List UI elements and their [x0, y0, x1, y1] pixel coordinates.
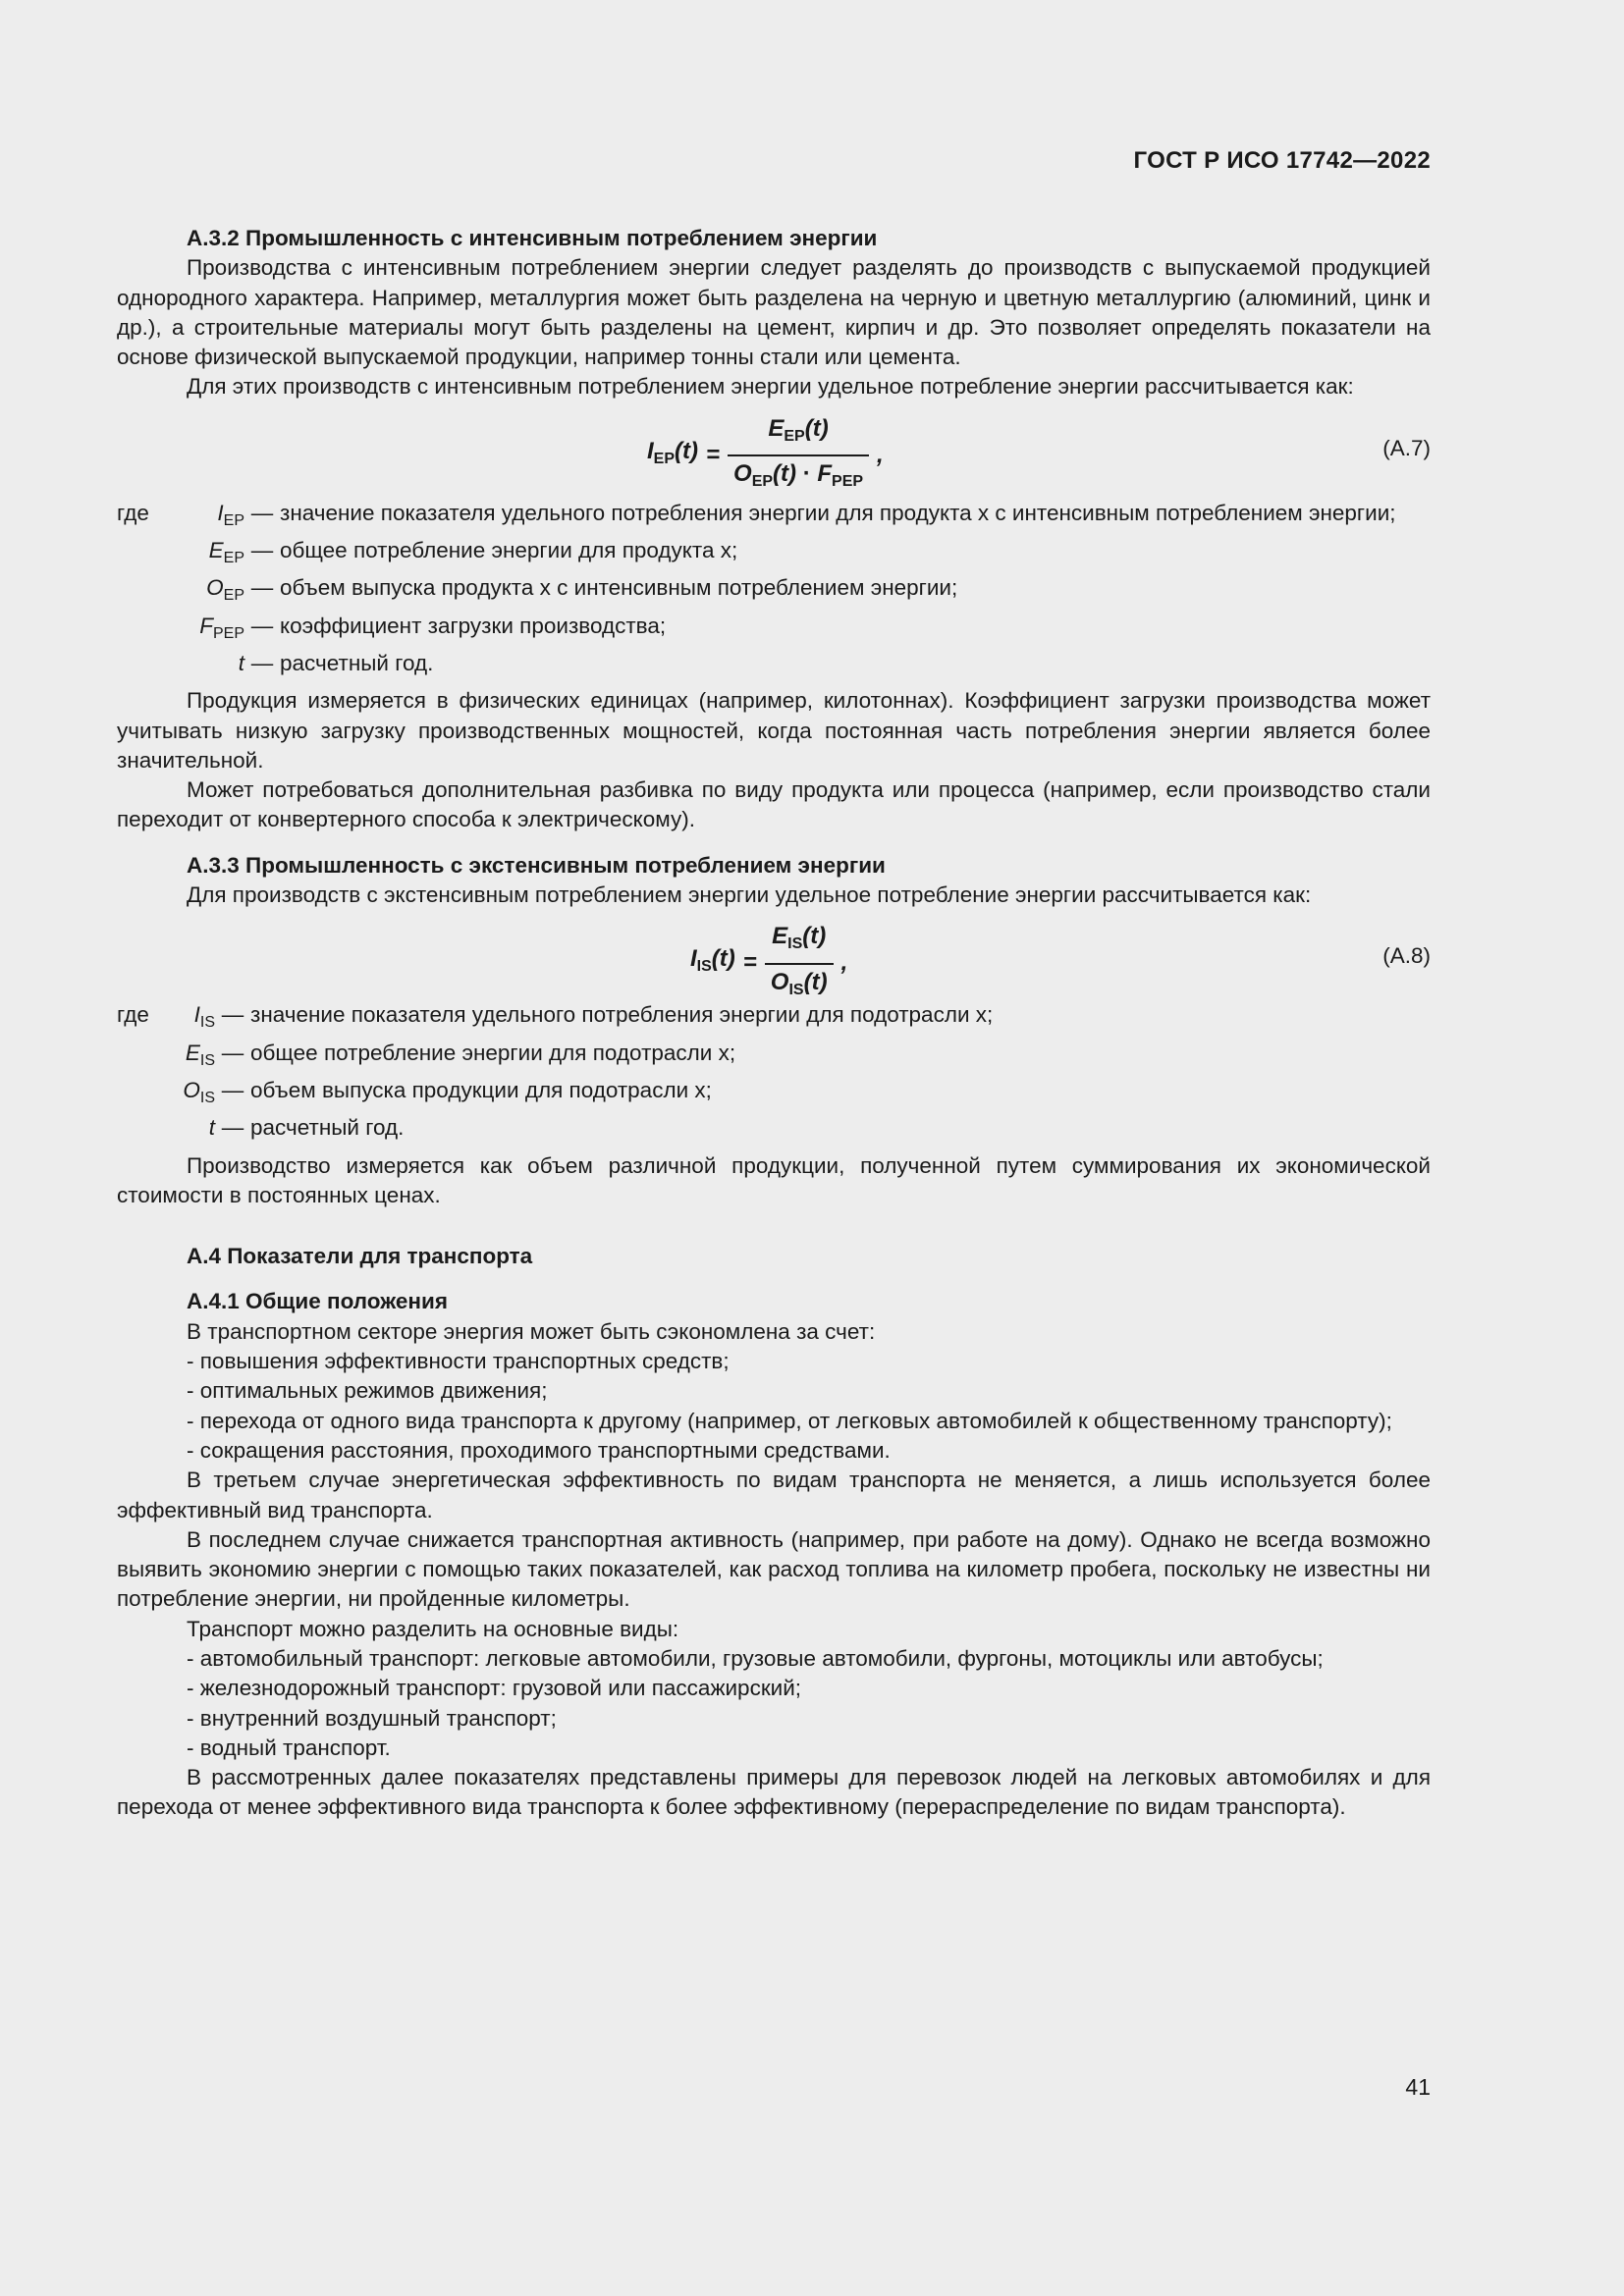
legend-description: объем выпуска продукции для подотрасли x;	[250, 1077, 712, 1102]
legend-symbol: t	[238, 650, 244, 675]
paragraph: Транспорт можно разделить на основные виды:	[187, 1616, 679, 1641]
formula-lhs: $I_{EP}(t)$	[647, 437, 698, 467]
formula-lhs: $I_{IS}(t)$	[690, 945, 735, 976]
paragraph: Для этих производств с интенсивным потреблением энергии удельное потребление энергии рассчитывается как:	[187, 374, 1354, 400]
formula-fraction: $\frac{E_{IS}(t)}{O_{IS}(t)}$	[765, 922, 834, 1005]
legend-dash: —	[221, 1077, 244, 1102]
legend-description: значение показателя удельного потребления энергии для подотрасли x;	[250, 1002, 994, 1028]
legend-dash: —	[221, 1040, 244, 1065]
legend-a7	[117, 499, 1431, 678]
paragraph: В рассмотренных далее показателях представлены примеры для перевозок людей на легковых автомобилях и для перехода от менее эффективного вида транспорта к более эффективному (перераспределение по видам транспорта).	[117, 1765, 1431, 1820]
list-item: - перехода от одного вида транспорта к другому (например, от легковых автомобилей к общественному транспорту);	[187, 1408, 1392, 1433]
page-content	[117, 224, 1431, 1823]
equals-sign: =	[742, 949, 757, 977]
formula-number: (А.8)	[1382, 943, 1431, 969]
legend-dash: —	[250, 650, 274, 675]
legend-description: объем выпуска продукта x с интенсивным потреблением энергии;	[280, 575, 958, 601]
where-word: где	[117, 500, 149, 525]
legend-symbol: $O_{IS}$	[183, 1077, 215, 1106]
formula-a8	[117, 922, 1431, 998]
legend-description: коэффициент загрузки производства;	[280, 613, 667, 638]
legend-symbol: $E_{IS}$	[185, 1040, 215, 1069]
legend-description: общее потребление энергии для подотрасли x;	[250, 1040, 736, 1065]
list-item: - сокращения расстояния, проходимого транспортными средствами.	[187, 1437, 891, 1463]
list-item: - железнодорожный транспорт: грузовой или пассажирский;	[187, 1676, 802, 1701]
legend-symbol: t	[208, 1115, 215, 1141]
list-item: - внутренний воздушный транспорт;	[187, 1705, 557, 1731]
legend-symbol: $O_{EP}$	[206, 575, 244, 605]
paragraph: Производства с интенсивным потреблением энергии следует разделять до производств с выпускаемой продукцией однородного характера. Например, металлургия может быть разделена на черную и цветную металлургию (алюминий, цинк и др.), а строительные материалы могут быть разделены на цемент, кирпич и др. Это позволяет определять показатели на основе физической выпускаемой продукции, например тонны стали или цемента.	[117, 255, 1431, 370]
formula-fraction: $\frac{E_{EP}(t)}{O_{EP}(t) \cdot F_{PEP}}$	[728, 414, 869, 498]
formula-number: (А.7)	[1382, 435, 1431, 460]
legend-dash: —	[250, 500, 274, 525]
paragraph: Может потребоваться дополнительная разбивка по виду продукта или процесса (например, если производство стали переходит от конвертерного способа к электрическому).	[117, 777, 1431, 832]
legend-description: расчетный год.	[250, 1115, 405, 1141]
list-item: - автомобильный транспорт: легковые автомобили, грузовые автомобили, фургоны, мотоциклы или автобусы;	[187, 1645, 1324, 1671]
section-heading-a32: А.3.2 Промышленность с интенсивным потреблением энергии	[187, 226, 878, 250]
list-item: - повышения эффективности транспортных средств;	[187, 1349, 730, 1374]
formula-comma: ,	[840, 949, 848, 977]
legend-symbol: $I_{IS}$	[193, 1002, 215, 1032]
legend-dash: —	[250, 575, 274, 601]
paragraph: В третьем случае энергетическая эффективность по видам транспорта не меняется, а лишь используется более эффективный вид транспорта.	[117, 1468, 1431, 1522]
legend-dash: —	[221, 1002, 244, 1028]
where-word: где	[117, 1002, 149, 1028]
legend-a8	[117, 1000, 1431, 1143]
equals-sign: =	[706, 441, 721, 468]
paragraph: В транспортном секторе энергия может быть сэкономлена за счет:	[187, 1318, 876, 1344]
list-item: - водный транспорт.	[187, 1735, 391, 1760]
document-code: ГОСТ Р ИСО 17742—2022	[1133, 147, 1431, 174]
legend-dash: —	[250, 538, 274, 563]
section-heading-a4: А.4 Показатели для транспорта	[187, 1244, 533, 1269]
legend-description: общее потребление энергии для продукта x;	[280, 538, 738, 563]
paragraph: В последнем случае снижается транспортная активность (например, при работе на дому). Однако не всегда возможно выявить экономию энергии с помощью таких показателей, как расход топлива на километр пробега, поскольку не известны ни потребление энергии, ни пройденные километры.	[117, 1526, 1431, 1612]
legend-symbol: $E_{EP}$	[208, 538, 244, 567]
legend-description: расчетный год.	[280, 650, 434, 675]
paragraph: Для производств с экстенсивным потреблением энергии удельное потребление энергии рассчитывается как:	[187, 882, 1312, 908]
section-heading-a41: А.4.1 Общие положения	[187, 1289, 448, 1314]
formula-comma: ,	[877, 441, 884, 468]
legend-dash: —	[250, 613, 274, 638]
paragraph: Производство измеряется как объем различной продукции, полученной путем суммирования их экономической стоимости в постоянных ценах.	[117, 1152, 1431, 1207]
paragraph: Продукция измеряется в физических единицах (например, килотоннах). Коэффициент загрузки производства может учитывать низкую загрузку производственных мощностей, когда постоянная часть потребления энергии является более значительной.	[117, 688, 1431, 773]
list-item: - оптимальных режимов движения;	[187, 1378, 548, 1404]
legend-dash: —	[221, 1115, 244, 1141]
legend-description: значение показателя удельного потребления энергии для продукта x с интенсивным потреблением энергии;	[280, 500, 1396, 525]
legend-symbol: $F_{PEP}$	[199, 613, 244, 642]
formula-a7	[117, 414, 1431, 493]
section-heading-a33: А.3.3 Промышленность с экстенсивным потреблением энергии	[187, 852, 886, 878]
page-number: 41	[1405, 2074, 1431, 2100]
legend-symbol: $I_{EP}$	[217, 500, 244, 529]
